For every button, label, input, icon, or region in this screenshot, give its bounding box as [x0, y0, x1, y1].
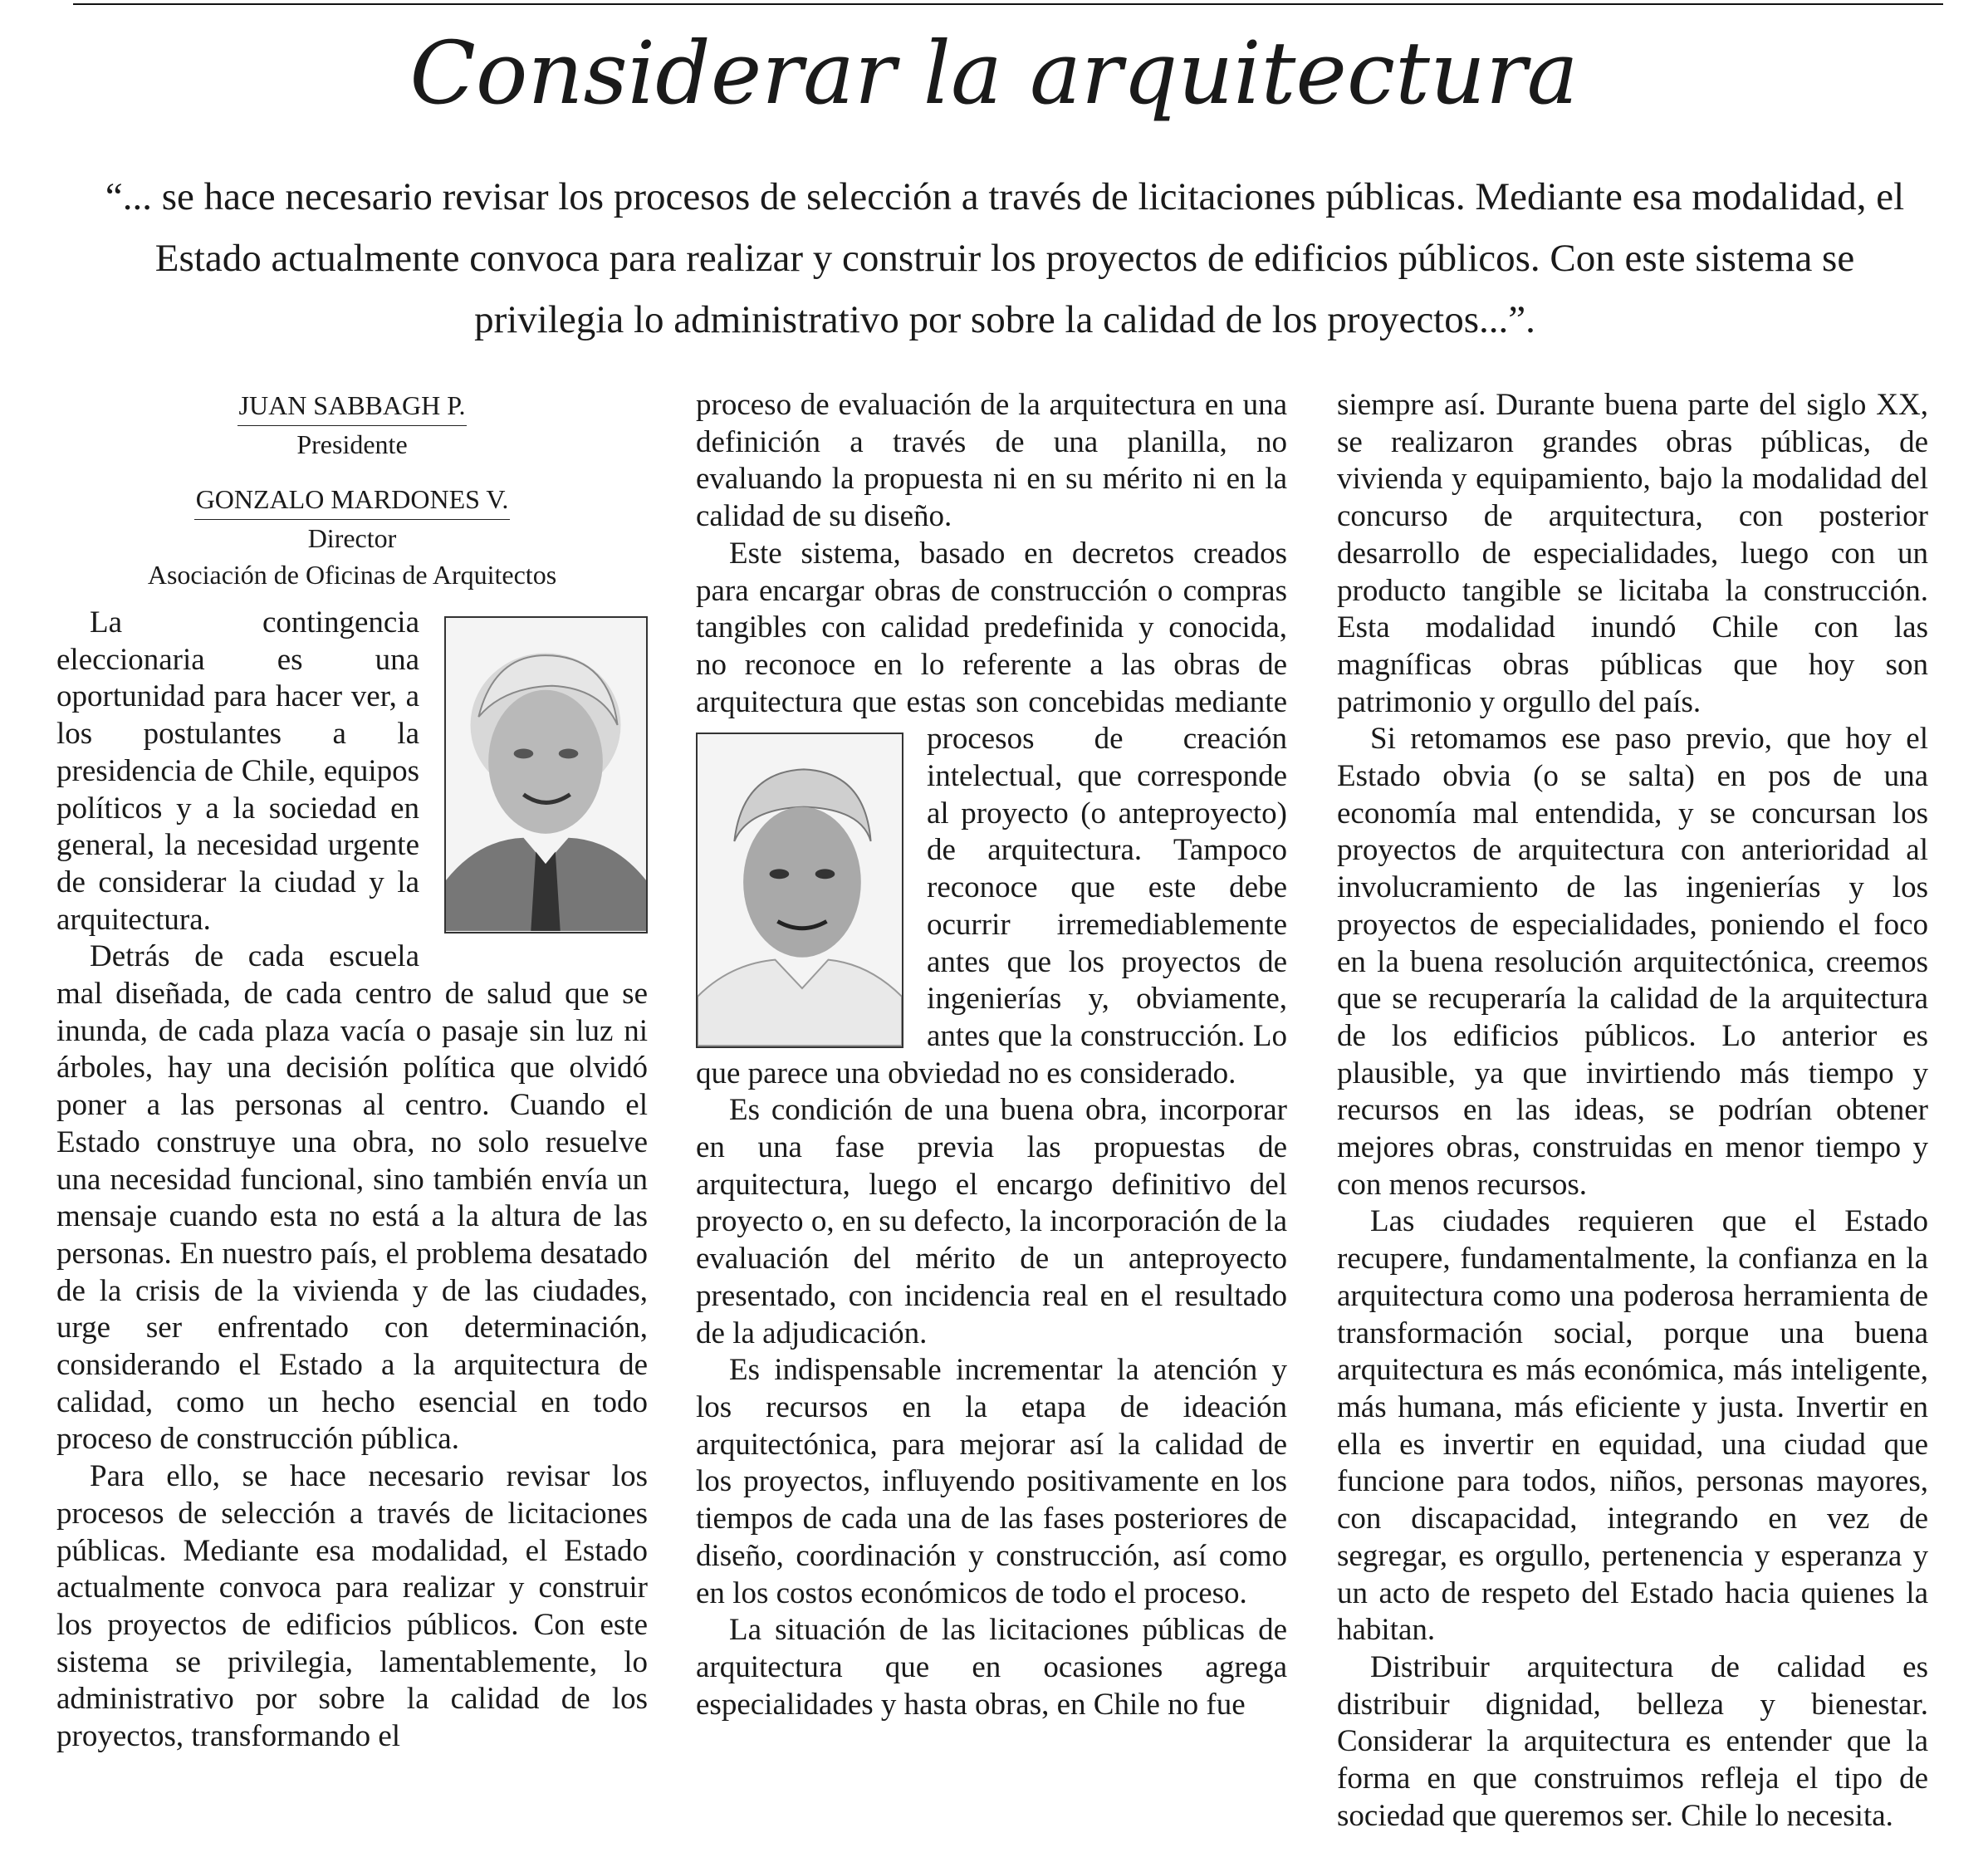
paragraph-text: Este sistema, basado en decretos creados para encargar obras de construcción o compras tangibles con calidad predefinida y conocida, no reconoce en lo referente a las obras de arquitectura que estas son concebidas mediante procesos de creación: [696, 536, 1287, 757]
paragraph: Si retomamos ese paso previo, que hoy el Estado obvia (o se salta) en pos de una economía mal entendida, y se concursan los proyectos de arquitectura con anterioridad al involucramiento de las ingenierías y los proyectos de especialidades, poniendo el foco en la buena resolución arquitectónica, creemos que se recuperaría la calidad de la arquitectura de los edificios públicos. Lo anterior es plausible, ya que invirtiendo más tiempo y recursos en las ideas, se podrían obtener mejores obras, construidas en menor tiempo y con menos recursos.: [1337, 722, 1928, 1202]
author-portrait-left: [444, 616, 648, 933]
paragraph: Las ciudades requieren que el Estado recupere, fundamentalmente, la confianza en la arquitectura como una poderosa herramienta de transformación social, porque una buena arquitectura es más económica, más inteligente, más humana, más eficiente y justa. Invertir en ella es invertir en equidad, una ciudad que funcione para todos, niños, personas mayores, con discapacidad, integrando en vez de segregar, es orgullo, pertenencia y esperanza y un acto de respeto del Estado hacia quienes la habitan.: [1337, 1204, 1928, 1648]
headline: Considerar la arquitectura: [409, 22, 1579, 124]
author-1-role: Presidente: [296, 429, 408, 459]
pull-quote: “... se hace necesario revisar los procesos de selección a través de licitaciones públicas. Mediante esa modalidad, el Estado actualmente convoca para realizar y construir los proyectos de edificios públicos. Con este sistema se privilegia lo administrativo por sobre la calidad de los proyectos...”.: [105, 175, 1905, 341]
article-column-3: [1337, 387, 1928, 1835]
paragraph-text: intelectual, que corresponde al proyecto (o anteproyecto) de arquitectura. Tampoco reconoce que este debe ocurrir irremediablemente antes que los proyectos de ingenierías y, obviamente, antes que la construcción. Lo que parece una obviedad no es considerado.: [696, 759, 1287, 1090]
article-column-2: [696, 387, 1287, 1723]
article-column-1: [56, 387, 648, 1756]
paragraph: proceso de evaluación de la arquitectura en una definición a través de una planilla, no evaluando la propuesta ni en su mérito ni en la calidad de su diseño.: [696, 388, 1287, 534]
author-portrait-icon: [698, 734, 902, 1046]
paragraph: Es indispensable incrementar la atención y los recursos en la etapa de ideación arquitectónica, para mejorar así la calidad de los proyectos, influyendo positivamente en los tiempos de cada una de las fases posteriores de diseño, coordinación y construcción, así como en los costos económicos de todo el proceso.: [696, 1353, 1287, 1610]
paragraph: La situación de las licitaciones públicas de arquitectura que en ocasiones agrega especialidades y hasta obras, en Chile no fue: [696, 1613, 1287, 1722]
paragraph: Detrás de cada escuela mal diseñada, de cada centro de salud que se inunda, de cada plaza vacía o pasaje sin luz ni árboles, hay una decisión política que olvidó poner a las personas al centro. Cuando el Estado construye una obra, no solo resuelve una necesidad funcional, sino también envía un mensaje cuando esta no está a la altura de las personas. En nuestro país, el problema desatado de la crisis de la vivienda y de las ciudades, urge ser enfrentado con determinación, considerando el Estado a la arquitectura de calidad, como un hecho esencial en todo proceso de construcción pública.: [56, 939, 648, 1457]
paragraph: Es condición de una buena obra, incorporar en una fase previa las propuestas de arquitectura, luego el encargo definitivo del proyecto o, en su defecto, la incorporación de la evaluación del mérito de un anteproyecto presentado, con incidencia real en el resultado de la adjudicación.: [696, 1093, 1287, 1350]
paragraph: Para ello, se hace necesario revisar los procesos de selección a través de licitaciones públicas. Mediante esa modalidad, el Estado actualmente convoca para realizar y construir los proyectos de edificios públicos. Con este sistema se privilegia, lamentablemente, lo administrativo por sobre la calidad de los proyectos, transformando el: [56, 1459, 648, 1754]
paragraph: [56, 605, 648, 938]
author-portrait-right: [696, 733, 903, 1048]
author-1-name: JUAN SABBAGH P.: [237, 387, 468, 426]
paragraph: siempre así. Durante buena parte del siglo XX, se realizaron grandes obras públicas, de vivienda y equipamiento, bajo la modalidad del concurso de arquitectura, con posterior desarrollo de especialidades, luego con un producto tangible se licitaba la construcción. Esta modalidad inundó Chile con las magníficas obras públicas que hoy son patrimonio y orgullo del país.: [1337, 388, 1928, 719]
author-organization: Asociación de Oficinas de Arquitectos: [147, 560, 557, 590]
paragraph-text: La contingencia eleccionaria es una oportunidad para hacer ver, a los postulantes a la presidencia de Chile, equipos políticos y a la sociedad en general, la necesidad urgente de considerar la ciudad y la arquitectura.: [56, 605, 419, 937]
paragraph: Distribuir arquitectura de calidad es distribuir dignidad, belleza y bienestar. Considerar la arquitectura es entender que la forma en que construimos refleja el tipo de sociedad que queremos ser. Chile lo necesita.: [1337, 1649, 1928, 1833]
byline: [56, 387, 648, 593]
author-2-role: Director: [307, 523, 397, 553]
top-rule: [73, 3, 1943, 5]
author-2-name: GONZALO MARDONES V.: [194, 481, 511, 520]
author-portrait-icon: [446, 618, 646, 932]
